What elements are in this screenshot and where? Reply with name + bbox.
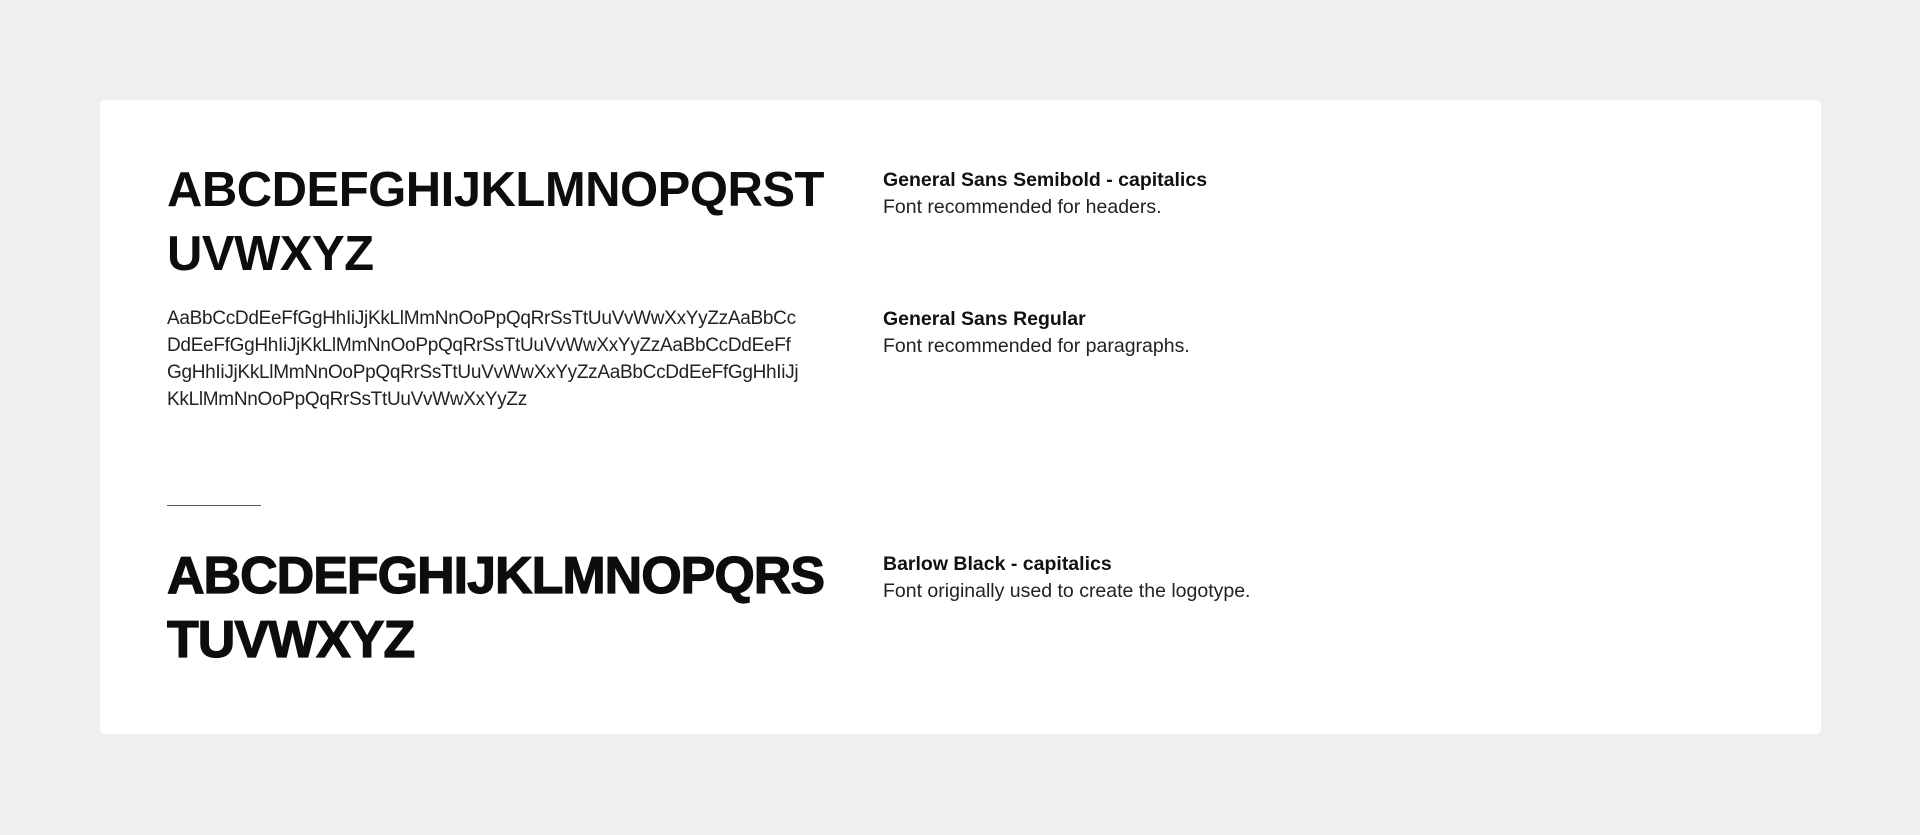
semibold-font-description [883, 167, 1207, 221]
black-capitals-specimen: ABCDEFGHIJKLMNOPQRSTUVWXYZ [167, 547, 825, 669]
font-name: General Sans Regular [883, 308, 1086, 330]
black-font-description [883, 551, 1250, 605]
font-usage: Font originally used to create the logotype. [883, 580, 1251, 602]
semibold-capitals-specimen: ABCDEFGHIJKLMNOPQRSTUVWXYZ [167, 163, 824, 281]
font-name: Barlow Black - capitalics [883, 553, 1112, 575]
font-usage: Font recommended for paragraphs. [883, 335, 1190, 357]
section-divider [167, 505, 261, 506]
regular-paragraph-specimen: AaBbCcDdEeFfGgHhIiJjKkLlMmNnOoPpQqRrSsTtUuVvWwXxYyZzAaBbCcDdEeFfGgHhIiJjKkLlMmNnOoPpQqRrSsTtUuVvWwXxYyZzAaBbCcDdEeFfGgHhIiJjKkLlMmNnOoPpQqRrSsTtUuVvWwXxYyZzAaBbCcDdEeFfGgHhIiJjKkLlMmNnOoPpQqRrSsTtUuVvWwXxYyZz [167, 308, 799, 410]
font-name: General Sans Semibold - capitalics [883, 169, 1208, 191]
font-usage: Font recommended for headers. [883, 196, 1162, 218]
regular-font-description [883, 306, 1190, 360]
